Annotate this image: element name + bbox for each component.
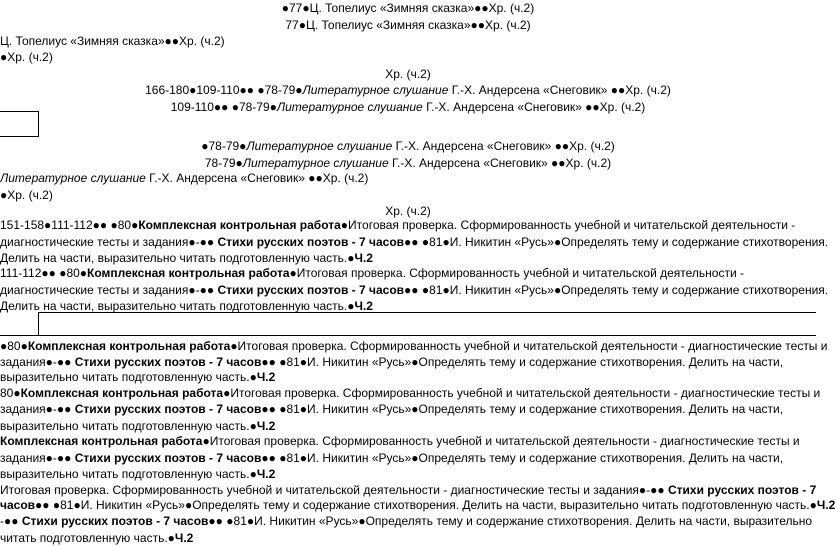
bold-text: Комплексная контрольная работа xyxy=(27,339,231,353)
text-run: Ц. Топелиус «Зимняя сказка»●●Хр. (ч.2) xyxy=(0,34,225,48)
bold-text: Ч.2 xyxy=(816,498,835,512)
bold-text: Комплексная контрольная работа xyxy=(138,218,341,232)
text-line xyxy=(0,419,816,434)
text-line xyxy=(0,1,816,16)
text-run: -●● xyxy=(0,514,22,528)
text-run: 80● xyxy=(0,386,21,400)
bold-text: Стихи русских поэтов - 7 часов●● xyxy=(217,235,422,249)
bold-text: Стихи русских поэтов - 7 часов●● xyxy=(21,514,227,528)
text-run: ●81●И. Никитин «Русь»●Определять тему и содержание стихотворения. xyxy=(421,283,829,297)
text-run: 151-158●111-112●● ●80● xyxy=(0,218,139,232)
text-line xyxy=(0,299,816,314)
bold-text: Ч.2 xyxy=(354,251,373,265)
text-run: ●81●И. Никитин «Русь»●Определять тему и содержание стихотворения. Делить на части, выразительно читать подготовленную часть.● xyxy=(52,498,817,512)
bold-text: Ч.2 xyxy=(174,531,194,545)
text-run: Г.-Х. Андерсена «Снеговик» ●●Хр. (ч.2) xyxy=(145,171,369,185)
text-line xyxy=(0,218,816,233)
text-line xyxy=(0,531,816,546)
text-run: ●Итоговая проверка. Сформированность учебной и читательской деятельности - диагностические тесты и xyxy=(223,386,821,400)
text-run: задания●-●● xyxy=(0,402,75,416)
text-line xyxy=(0,188,816,203)
text-line xyxy=(0,235,829,250)
text-run: выразительно читать подготовленную часть.● xyxy=(0,419,257,433)
text-run: Г.-Х. Андерсена «Снеговик» ●●Хр. (ч.2) xyxy=(422,100,646,114)
bold-text: Ч.2 xyxy=(256,467,276,481)
text-line xyxy=(0,386,821,401)
text-run: диагностические тесты и задания●-●● xyxy=(0,283,218,297)
text-run: 166-180●109-110●● ●78-79● xyxy=(145,83,303,97)
text-run: задания●-●● xyxy=(0,451,75,465)
text-run: Хр. (ч.2) xyxy=(385,67,431,81)
text-run: ●Итоговая проверка. Сформированность учебной и читательской деятельности - диагностические тесты и xyxy=(202,434,800,448)
text-run: ●77●Ц. Топелиус «Зимняя сказка»●●Хр. (ч.2) xyxy=(281,1,535,15)
bold-text: Комплексная контрольная работа xyxy=(87,266,290,280)
text-line xyxy=(0,339,828,354)
bold-text: Стихи русских поэтов - 7 часов●● xyxy=(74,451,280,465)
text-run: Г.-Х. Андерсена «Снеговик» ●●Хр. (ч.2) xyxy=(392,139,615,153)
text-line xyxy=(0,18,816,33)
text-run: Делить на части, выразительно читать подготовленную часть.● xyxy=(0,251,355,265)
text-line xyxy=(0,50,816,65)
bold-text: Стихи русских поэтов - 7 часов●● xyxy=(74,402,280,416)
bold-text: Комплексная контрольная работа xyxy=(20,386,224,400)
bold-text: Комплексная контрольная работа xyxy=(0,434,203,448)
text-line xyxy=(0,514,816,529)
text-run: Хр. (ч.2) xyxy=(385,204,431,218)
text-run: Г.-Х. Андерсена «Снеговик» ●●Хр. (ч.2) xyxy=(448,83,671,97)
text-line xyxy=(0,67,816,82)
table-cell-fragment xyxy=(0,312,39,336)
text-line xyxy=(0,370,816,385)
bold-text: Ч.2 xyxy=(354,299,373,313)
text-line xyxy=(0,498,835,513)
bold-text: Ч.2 xyxy=(256,419,276,433)
text-run: 77●Ц. Топелиус «Зимняя сказка»●●Хр. (ч.2) xyxy=(285,18,531,32)
text-line xyxy=(0,156,816,171)
italic-text: Литературное слушание xyxy=(242,156,389,170)
text-run: ●Итоговая проверка. Сформированность учебной и читательской деятельности - xyxy=(340,218,796,232)
text-line xyxy=(0,83,816,98)
text-run: выразительно читать подготовленную часть.● xyxy=(0,467,257,481)
text-run: ●Хр. (ч.2) xyxy=(0,50,53,64)
text-run: 111-112●● ●80● xyxy=(0,266,88,280)
text-run: Делить на части, выразительно читать подготовленную часть.● xyxy=(0,299,355,313)
bold-text: Ч.2 xyxy=(256,370,276,384)
text-line xyxy=(0,34,816,49)
bold-text: Стихи русских поэтов - 7 часов●● xyxy=(217,283,422,297)
bold-text: Стихи русских поэтов - 7 xyxy=(668,483,817,497)
text-line xyxy=(0,434,816,449)
italic-text: Литературное слушание xyxy=(276,100,423,114)
text-line xyxy=(0,483,816,498)
text-line xyxy=(0,402,816,417)
text-line xyxy=(0,283,829,298)
text-run: читать подготовленную часть.● xyxy=(0,531,175,545)
text-run: задания●-●● xyxy=(0,355,75,369)
text-run: 78-79● xyxy=(204,156,243,170)
italic-text: Литературное слушание xyxy=(0,171,146,185)
text-run: диагностические тесты и задания●-●● xyxy=(0,235,218,249)
bold-text: часов●● xyxy=(0,498,53,512)
text-line xyxy=(0,251,816,266)
text-line xyxy=(0,100,816,115)
text-run: 109-110●● ●78-79● xyxy=(170,100,277,114)
text-run: ●81●И. Никитин «Русь»●Определять тему и содержание стихотворения. xyxy=(421,235,829,249)
text-run: ●78-79● xyxy=(201,139,247,153)
text-run: ●81●И. Никитин «Русь»●Определять тему и содержание стихотворения. Делить на части, xyxy=(279,355,784,369)
text-line xyxy=(0,171,816,186)
text-run: Г.-Х. Андерсена «Снеговик» ●●Хр. (ч.2) xyxy=(388,156,612,170)
bold-text: Стихи русских поэтов - 7 часов●● xyxy=(74,355,280,369)
text-run: ●80● xyxy=(0,339,28,353)
italic-text: Литературное слушание xyxy=(302,83,449,97)
text-line xyxy=(0,266,816,281)
text-line xyxy=(0,139,816,154)
text-run: ●81●И. Никитин «Русь»●Определять тему и содержание стихотворения. Делить на части, xyxy=(279,451,784,465)
text-line xyxy=(0,355,816,370)
table-border-line xyxy=(0,335,816,336)
italic-text: Литературное слушание xyxy=(246,139,393,153)
text-line xyxy=(0,204,816,219)
text-line xyxy=(0,467,816,482)
text-line xyxy=(0,451,816,466)
text-run: ●Итоговая проверка. Сформированность учебной и читательской деятельности - xyxy=(289,266,745,280)
text-run: выразительно читать подготовленную часть.● xyxy=(0,370,257,384)
text-run: Итоговая проверка. Сформированность учебной и читательской деятельности - диагностические тесты и задания●-●● xyxy=(0,483,668,497)
text-run: ●81●И. Никитин «Русь»●Определять тему и содержание стихотворения. Делить на части, выразительно xyxy=(226,514,813,528)
text-run: ●81●И. Никитин «Русь»●Определять тему и содержание стихотворения. Делить на части, xyxy=(279,402,784,416)
text-run: ●Итоговая проверка. Сформированность учебной и читательской деятельности - диагностические тесты и xyxy=(230,339,828,353)
text-run: ●Хр. (ч.2) xyxy=(0,188,53,202)
